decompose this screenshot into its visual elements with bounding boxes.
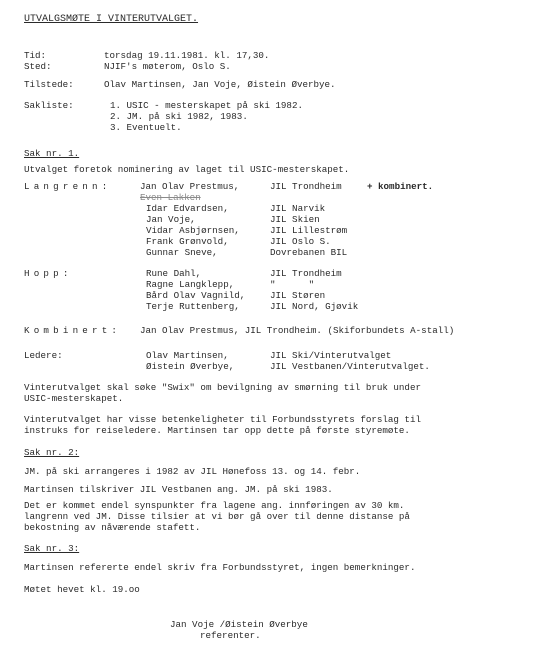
closing-line: Møtet hevet kl. 19.oo xyxy=(24,584,140,595)
langrenn-name: Jan Voje, xyxy=(146,214,196,225)
sak2-line: Martinsen tilskriver JIL Vestbanen ang. JM. på ski 1983. xyxy=(24,484,333,495)
hopp-club: JIL Nord, Gjøvik xyxy=(270,301,359,312)
meta-label-present: Tilstede: xyxy=(24,79,74,90)
langrenn-name: Gunnar Sneve, xyxy=(146,247,218,258)
sak3-line: Martinsen refererte endel skriv fra Forbundsstyret, ingen bemerkninger. xyxy=(24,562,416,573)
section-heading-sak1: Sak nr. 1. xyxy=(24,148,80,159)
agenda-item: 3. Eventuelt. xyxy=(110,122,182,133)
langrenn-club: Dovrebanen BIL xyxy=(270,247,348,258)
langrenn-club: JIL Oslo S. xyxy=(270,236,331,247)
ledere-label: Ledere: xyxy=(24,350,63,361)
section-heading-sak3: Sak nr. 3: xyxy=(24,543,80,554)
section-heading-sak2: Sak nr. 2: xyxy=(24,447,80,458)
meta-value-present: Olav Martinsen, Jan Voje, Øistein Øverbye. xyxy=(104,79,336,90)
signature-names: Jan Voje /Øistein Øverbye xyxy=(170,619,308,630)
agenda-item: 2. JM. på ski 1982, 1983. xyxy=(110,111,248,122)
sak1-paragraph-line: instruks for reiseledere. Martinsen tar opp dette på første styremøte. xyxy=(24,425,410,436)
langrenn-club: JIL Skien xyxy=(270,214,320,225)
signature-role: referenter. xyxy=(200,630,261,641)
meta-value-place: NJIF's møterom, Oslo S. xyxy=(104,61,231,72)
sak1-intro: Utvalget foretok nominering av laget til USIC-mesterskapet. xyxy=(24,164,350,175)
leder-club: JIL Vestbanen/Vinterutvalget. xyxy=(270,361,430,372)
hopp-label: Hopp: xyxy=(24,268,73,279)
meta-label-time: Tid: xyxy=(24,50,47,61)
langrenn-club: JIL Narvik xyxy=(270,203,326,214)
sak1-paragraph-line: USIC-mesterskapet. xyxy=(24,393,124,404)
hopp-club: JIL Trondheim xyxy=(270,268,342,279)
langrenn-name: Idar Edvardsen, xyxy=(146,203,229,214)
langrenn-name: Vidar Asbjørnsen, xyxy=(146,225,240,236)
leder-name: Olav Martinsen, xyxy=(146,350,229,361)
hopp-name: Bård Olav Vagnild, xyxy=(146,290,246,301)
hopp-club: " " xyxy=(270,279,315,290)
hopp-name: Ragne Langklepp, xyxy=(146,279,235,290)
sak2-line: langrenn ved JM. Disse tilsier at vi bør gå over til denne distanse på xyxy=(24,511,410,522)
meta-label-place: Sted: xyxy=(24,61,52,72)
kombinert-label: Kombinert: xyxy=(24,325,122,336)
langrenn-name: Frank Grønvold, xyxy=(146,236,229,247)
langrenn-name: Even Lakken xyxy=(140,192,201,203)
kombinert-value: Jan Olav Prestmus, JIL Trondheim. (Skiforbundets A-stall) xyxy=(140,325,455,336)
agenda-item: 1. USIC - mesterskapet på ski 1982. xyxy=(110,100,303,111)
hopp-name: Rune Dahl, xyxy=(146,268,202,279)
langrenn-club: JIL Lillestrøm xyxy=(270,225,348,236)
sak1-paragraph-line: Vinterutvalget skal søke "Swix" om bevilgning av smørning til bruk under xyxy=(24,382,421,393)
langrenn-label: Langrenn: xyxy=(24,181,112,192)
langrenn-name: Jan Olav Prestmus, xyxy=(140,181,240,192)
meta-value-time: torsdag 19.11.1981. kl. 17,30. xyxy=(104,50,270,61)
hopp-name: Terje Ruttenberg, xyxy=(146,301,240,312)
sak2-line: Det er kommet endel synspunkter fra lagene ang. innføringen av 30 km. xyxy=(24,500,405,511)
sak2-line: bekostning av nåværende stafett. xyxy=(24,522,201,533)
agenda-label: Sakliste: xyxy=(24,100,74,111)
hopp-club: JIL Støren xyxy=(270,290,326,301)
leder-club: JIL Ski/Vinterutvalget xyxy=(270,350,392,361)
sak2-line: JM. på ski arrangeres i 1982 av JIL Hønefoss 13. og 14. febr. xyxy=(24,466,361,477)
langrenn-extra: + kombinert. xyxy=(367,181,434,192)
sak1-paragraph-line: Vinterutvalget har visse betenkeligheter til Forbundsstyrets forslag til xyxy=(24,414,421,425)
langrenn-club: JIL Trondheim xyxy=(270,181,342,192)
document-title: UTVALGSMØTE I VINTERUTVALGET. xyxy=(24,14,199,25)
leder-name: Øistein Øverbye, xyxy=(146,361,235,372)
